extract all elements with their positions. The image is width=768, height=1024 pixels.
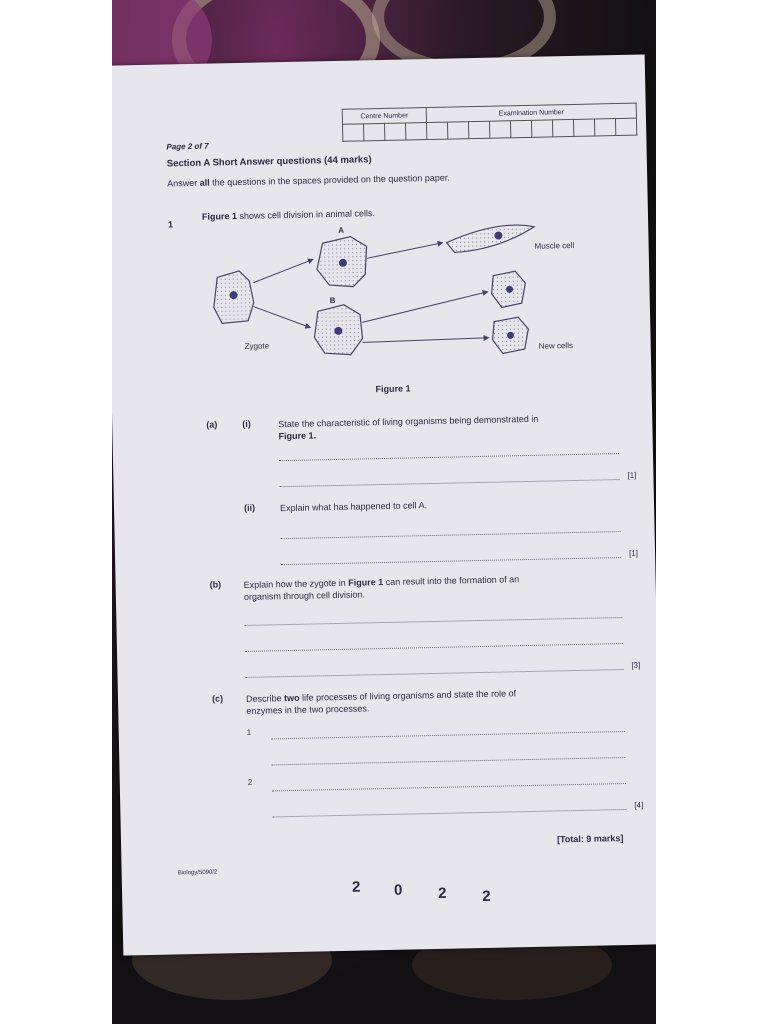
digit-box[interactable]	[343, 124, 364, 141]
arrow	[253, 259, 313, 282]
digit-box[interactable]	[489, 121, 510, 138]
centre-number-label: Centre Number	[342, 108, 426, 125]
arrow	[363, 338, 489, 343]
photo-background	[112, 0, 656, 1024]
section-title: Section A Short Answer questions (44 marks)	[166, 154, 372, 170]
answer-line[interactable]	[244, 617, 622, 626]
page-number: Page 2 of 7	[166, 141, 209, 152]
figure-1-cell-division	[198, 217, 601, 385]
answer-line[interactable]	[281, 531, 621, 539]
answer-line[interactable]	[272, 809, 626, 817]
label-new-cells: New cells	[538, 341, 574, 351]
zygote-cell	[213, 271, 254, 324]
digit-box[interactable]	[406, 123, 427, 140]
new-cell	[491, 271, 526, 308]
total-marks: [Total: 9 marks]	[556, 833, 624, 845]
new-cell	[492, 317, 529, 354]
mark-allocation: [1]	[627, 470, 637, 480]
arrow	[362, 292, 489, 323]
candidate-number-table	[342, 103, 638, 142]
answer-line[interactable]	[271, 757, 625, 765]
cell-b	[314, 304, 363, 355]
item-number: 1	[246, 727, 252, 737]
year-digit: 2	[482, 887, 491, 906]
part-a-i-label: (i)	[242, 418, 251, 429]
item-number: 2	[247, 777, 253, 787]
exam-paper	[112, 54, 656, 955]
answer-line[interactable]	[246, 669, 624, 678]
answer-line[interactable]	[245, 643, 623, 652]
label-a: A	[338, 225, 345, 235]
answer-line[interactable]	[279, 453, 619, 461]
year-digit: 0	[393, 881, 403, 899]
label-muscle-cell: Muscle cell	[534, 240, 575, 251]
exam-number-label: Examination Number	[426, 103, 636, 122]
paper-code: Biology/5090/2	[177, 869, 218, 877]
label-zygote: Zygote	[244, 341, 270, 351]
digit-box[interactable]	[531, 120, 552, 137]
digit-box[interactable]	[510, 120, 531, 137]
part-b-text: Explain how the zygote in Figure 1 can result into the formation of an organism through cell division.	[243, 574, 520, 602]
part-a-label: (a)	[206, 419, 218, 430]
cell-a	[316, 236, 367, 287]
part-a-ii-text: Explain what has happened to cell A.	[279, 500, 428, 514]
digit-box[interactable]	[615, 118, 636, 135]
year-digit: 2	[351, 878, 361, 896]
label-b: B	[329, 295, 336, 306]
mark-allocation: [1]	[628, 548, 639, 558]
digit-box[interactable]	[385, 123, 406, 140]
digit-box[interactable]	[364, 123, 385, 140]
figure-caption: Figure 1	[375, 383, 411, 395]
digit-box[interactable]	[552, 119, 573, 136]
answer-line[interactable]	[271, 731, 625, 739]
year-digit: 2	[437, 884, 447, 902]
part-b-label: (b)	[209, 579, 222, 590]
question-number: 1	[167, 219, 174, 230]
part-a-i-text: State the characteristic of living organisms being demonstrated in Figure 1.	[278, 413, 539, 442]
mark-allocation: [4]	[634, 800, 644, 810]
answer-line[interactable]	[272, 783, 626, 791]
mark-allocation: [3]	[631, 660, 641, 670]
digit-box[interactable]	[447, 122, 468, 139]
muscle-cell	[446, 225, 535, 253]
part-c-label: (c)	[211, 693, 224, 704]
digit-box[interactable]	[594, 119, 615, 136]
part-a-ii-label: (ii)	[243, 502, 256, 513]
question-intro: Figure 1 shows cell division in animal cells.	[201, 208, 376, 222]
digit-box[interactable]	[573, 119, 594, 136]
answer-line[interactable]	[281, 557, 621, 565]
arrow	[367, 243, 443, 259]
arrow	[254, 306, 310, 329]
digit-box[interactable]	[426, 122, 447, 139]
part-c-text: Describe two life processes of living organisms and state the role of enzymes in the two processes.	[245, 688, 517, 716]
instruction-text: Answer all the questions in the spaces provided on the question paper.	[167, 172, 450, 189]
answer-line[interactable]	[280, 479, 620, 487]
digit-box[interactable]	[468, 121, 489, 138]
